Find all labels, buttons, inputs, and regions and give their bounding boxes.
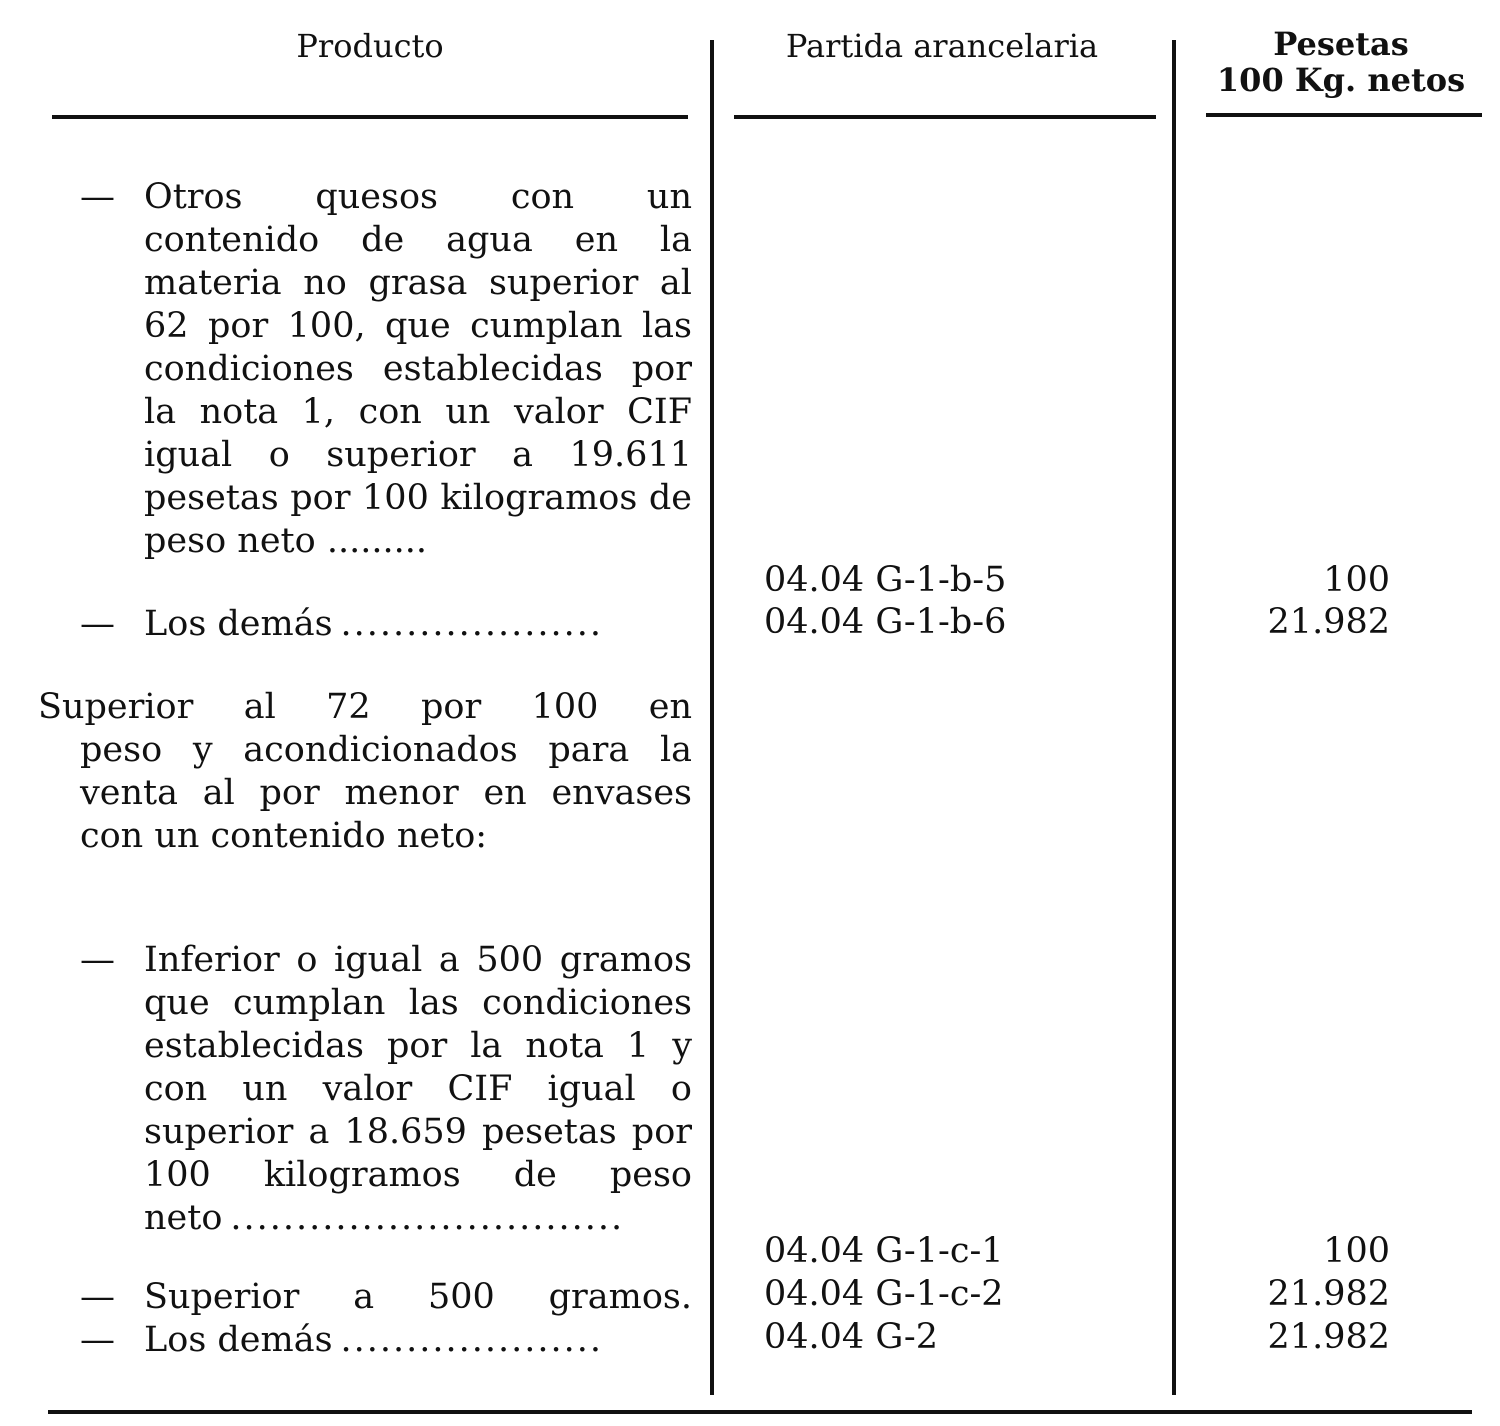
dot-leader: .................... — [340, 604, 604, 644]
table-bottom-rule — [48, 1410, 1472, 1414]
amount: 21.982 — [1267, 602, 1390, 642]
amount: 21.982 — [1267, 1317, 1390, 1357]
item-description — [144, 603, 692, 646]
dot-leader: .................... — [340, 1320, 604, 1360]
item-los-demas-1 — [80, 603, 692, 646]
section-text-first-line: Superior al 72 por 100 en — [38, 687, 692, 727]
dot-leader: .............................. — [230, 1198, 625, 1238]
item-text: Superior a 500 gramos. — [144, 1277, 692, 1317]
amount: 100 — [1323, 560, 1390, 600]
header-rule-pesetas — [1206, 113, 1482, 117]
item-description — [144, 176, 692, 563]
item-last-line — [144, 1197, 692, 1240]
item-dash: — — [80, 177, 115, 217]
amount: 100 — [1323, 1231, 1390, 1271]
tariff-code: 04.04 G-1-b-5 — [764, 560, 1007, 600]
tariff-code: 04.04 G-1-b-6 — [764, 602, 1007, 642]
amount: 21.982 — [1267, 1274, 1390, 1314]
item-text: Otros quesos con un contenido de agua en la materia no grasa superior al 62 por 100, que cumplan las condiciones establecidas por la nota 1, con un valor CIF igual o superior a 19.611 pesetas por 100 kilogramos de peso neto — [144, 177, 692, 561]
column-header-producto: Producto — [296, 27, 444, 65]
dot-leader: ......... — [326, 521, 427, 561]
column-header-partida: Partida arancelaria — [785, 27, 1099, 65]
item-text: Los demás — [144, 604, 333, 644]
tariff-code: 04.04 G-1-c-2 — [764, 1274, 1004, 1314]
tariff-code: 04.04 G-1-c-1 — [764, 1231, 1004, 1271]
header-rule-producto — [52, 115, 688, 119]
column-divider-2 — [1172, 40, 1176, 1395]
section-superior-72 — [38, 686, 692, 858]
pesetas-header-line2: 100 Kg. netos — [1216, 61, 1466, 99]
column-divider-1 — [710, 40, 714, 1395]
item-text: Los demás — [144, 1320, 333, 1360]
item-description — [144, 939, 692, 1240]
item-dash: — — [80, 1277, 115, 1317]
item-dash: — — [80, 604, 115, 644]
item-dash: — — [80, 1320, 115, 1360]
column-header-pesetas — [1200, 26, 1482, 98]
item-text-last-word: neto — [144, 1198, 223, 1238]
tariff-code: 04.04 G-2 — [764, 1317, 939, 1357]
item-text: Inferior o igual a 500 gramos que cumplan las condiciones establecidas por la nota 1 y con un valor CIF igual o superior a 18.659 pesetas por 100 kilogramos de peso — [144, 940, 692, 1195]
pesetas-header-line1: Pesetas — [1273, 25, 1409, 63]
item-description — [144, 1319, 692, 1362]
item-superior-500 — [80, 1276, 692, 1319]
section-text-body: peso y acondicionados para la venta al por menor en envases con un contenido neto: — [80, 730, 692, 856]
item-otros-quesos — [80, 176, 692, 563]
item-inferior-500 — [80, 939, 692, 1240]
header-rule-partida — [734, 115, 1156, 119]
item-dash: — — [80, 940, 115, 980]
item-los-demas-2 — [80, 1319, 692, 1362]
